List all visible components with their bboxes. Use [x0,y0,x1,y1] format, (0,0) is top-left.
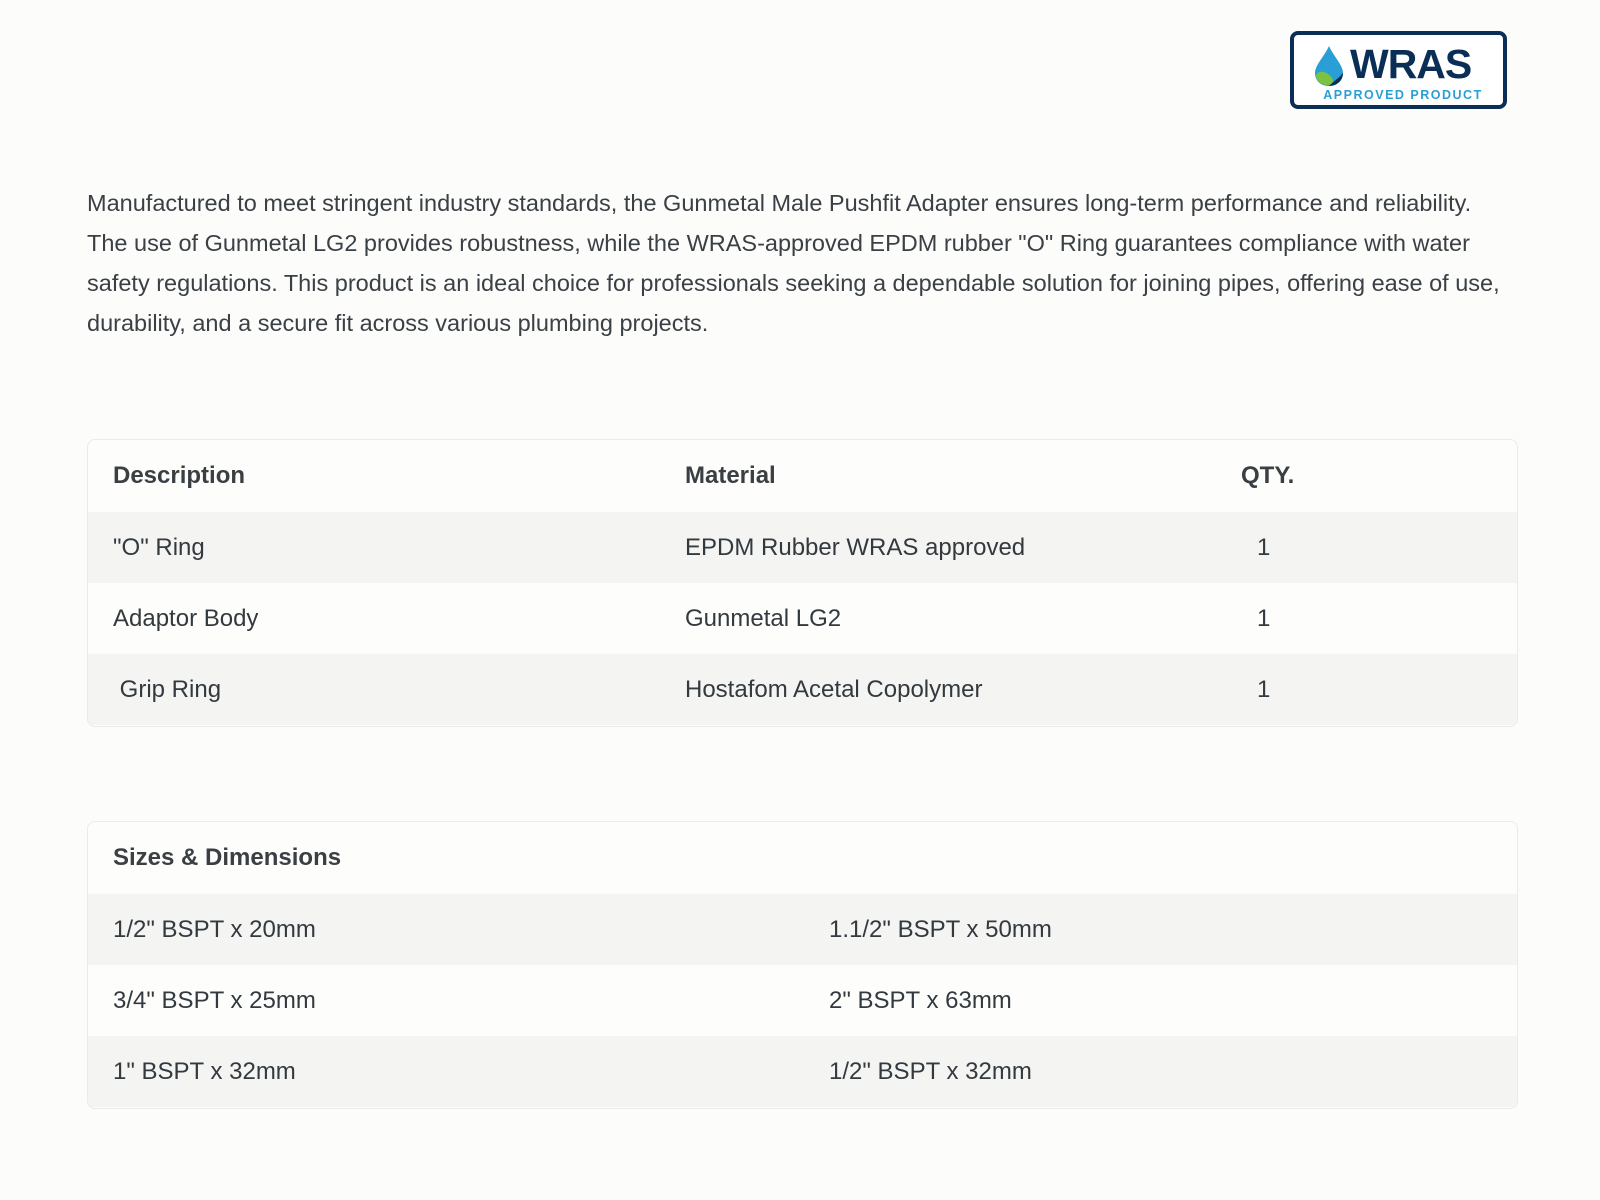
table-row [88,965,1517,1036]
row-qty: 1 [1257,605,1271,632]
table-row [88,654,1517,725]
table-row [88,894,1517,965]
header-description: Description [113,462,246,489]
water-drop-icon [1312,45,1346,87]
components-table [87,439,1518,727]
header-qty: QTY. [1241,462,1295,489]
row-material: Hostafom Acetal Copolymer [685,676,983,703]
table-header-row [88,440,1517,512]
table-row [88,583,1517,654]
row-material: Gunmetal LG2 [685,605,842,632]
size-value: 1.1/2" BSPT x 50mm [829,916,1052,943]
size-value: 1/2" BSPT x 20mm [113,916,316,943]
row-description: Grip Ring [113,676,222,703]
table-row [88,512,1517,583]
row-material: EPDM Rubber WRAS approved [685,534,1026,561]
size-value: 1/2" BSPT x 32mm [829,1058,1032,1085]
row-qty: 1 [1257,534,1271,561]
logo-tagline: APPROVED PRODUCT [1323,88,1483,102]
row-description: "O" Ring [113,534,205,561]
row-description: Adaptor Body [113,605,259,632]
sizes-title: Sizes & Dimensions [113,844,342,871]
size-value: 2" BSPT x 63mm [829,987,1012,1014]
sizes-header-row [88,822,1517,894]
size-value: 3/4" BSPT x 25mm [113,987,316,1014]
table-row [88,1036,1517,1107]
wras-approved-logo [1290,31,1507,109]
row-qty: 1 [1257,676,1271,703]
product-description: Manufactured to meet stringent industry standards, the Gunmetal Male Pushfit Adapter ensures long-term performance and reliability. The use of Gunmetal LG2 provides robustness, while the WRAS-approved EPDM rubber "O" Ring guarantees compliance with water safety regulations. This product is an ideal choice for professionals seeking a dependable solution for joining pipes, offering ease of use, durability, and a secure fit across various plumbing projects. [87,190,1500,336]
sizes-dimensions-table [87,821,1518,1109]
size-value: 1" BSPT x 32mm [113,1058,296,1085]
header-material: Material [685,462,776,489]
logo-wordmark: WRAS [1350,41,1472,87]
